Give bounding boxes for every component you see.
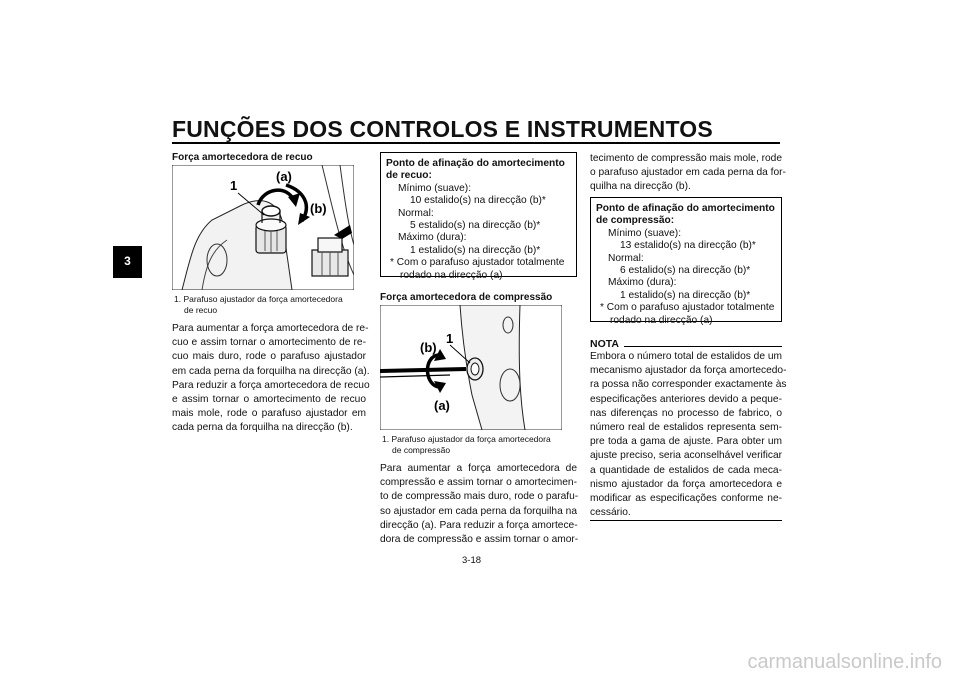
note-line: nas diferenças no processo de fabrico, o [590, 407, 782, 419]
compression-paragraph-line: to de compressão mais duro, rode o parafu- [380, 491, 579, 503]
compression-paragraph-line: tecimento de compressão mais mole, rode [590, 153, 782, 164]
note-line: modificar as especificações conforme ne- [590, 493, 782, 505]
note-line: cessário. [590, 507, 631, 519]
compression-paragraph-line: compressão e assim tornar o amortecimen- [380, 477, 577, 489]
compression-min-value: 13 estalido(s) na direcção (b)* [620, 240, 756, 252]
page-title: FUNÇÕES DOS CONTROLOS E INSTRUMENTOS [172, 116, 713, 142]
rebound-normal-value: 5 estalido(s) na direcção (b)* [410, 220, 541, 232]
rebound-paragraph-line: mais mole, rode o parafuso ajustador em [172, 408, 366, 420]
compression-paragraph-line: quilha na direcção (b). [590, 181, 691, 193]
compression-caption [382, 434, 577, 456]
compression-paragraph-line: Para aumentar a força amortecedora de [380, 463, 577, 474]
note-line: ra possa não corresponder exactamente às [590, 379, 787, 391]
rebound-settings-heading: Ponto de afinação do amortecimento [386, 158, 565, 169]
compression-normal-label: Normal: [608, 252, 644, 264]
rebound-heading: Força amortecedora de recuo [172, 152, 313, 163]
compression-fig-label-a: (a) [434, 398, 450, 413]
chapter-tab [113, 246, 142, 278]
rebound-fig-label-1: 1 [230, 178, 238, 193]
note-title: NOTA [590, 338, 619, 350]
compression-caption-line: 1. Parafuso ajustador da força amortecedora [382, 434, 551, 444]
rebound-normal-label: Normal: [398, 207, 434, 219]
rebound-caption [174, 294, 364, 316]
rebound-paragraph [172, 322, 370, 436]
compression-adjuster-figure [380, 305, 562, 430]
compression-settings-heading: Ponto de afinação do amortecimento [596, 203, 775, 214]
compression-footnote: * Com o parafuso ajustador totalmente [600, 302, 775, 314]
title-rule [172, 142, 780, 144]
chapter-number: 3 [124, 254, 131, 268]
compression-settings-box [590, 197, 782, 326]
rebound-max-value: 1 estalido(s) na direcção (b)* [410, 244, 541, 256]
compression-paragraph-line: direcção (a). Para reduzir a força amortece- [380, 519, 578, 531]
note-paragraph [590, 350, 787, 520]
rebound-fig-label-b: (b) [310, 201, 327, 216]
note-line: Embora o número total de estalidos de um [590, 351, 782, 362]
compression-paragraph-continued [590, 152, 786, 195]
rebound-min-value: 10 estalido(s) na direcção (b)* [410, 195, 546, 207]
compression-paragraph [380, 462, 577, 547]
note-line: nismo ajustador da força amortecedora e [590, 478, 782, 490]
compression-fig-label-1: 1 [446, 331, 454, 346]
rebound-paragraph-line: cuo mais duro, rode o parafuso ajustador [172, 351, 366, 363]
rebound-footnote: * Com o parafuso ajustador totalmente [390, 257, 565, 269]
rebound-fig-label-a: (a) [276, 169, 292, 184]
note-line: ajuste preciso, seria aconselhável verificar [590, 450, 782, 462]
watermark: carmanualsonline.info [747, 651, 942, 673]
note-line: número real de estalidos representa sem- [590, 422, 782, 434]
note-bottom-rule [590, 520, 782, 521]
compression-min-label: Mínimo (suave): [608, 227, 682, 239]
rebound-caption-line: de recuo [184, 305, 218, 315]
rebound-footnote: rodado na direcção (a) [400, 269, 503, 281]
rebound-paragraph-line: e assim tornar o amortecimento de recuo [172, 394, 366, 406]
note-top-rule [624, 346, 782, 347]
note-line: mecanismo ajustador da força amortecedo- [590, 365, 787, 377]
note-line: pre toda a gama de ajuste. Para obter um [590, 436, 782, 448]
compression-caption-line: de compressão [392, 445, 451, 455]
compression-max-value: 1 estalido(s) na direcção (b)* [620, 289, 751, 301]
page-number: 3-18 [462, 555, 482, 566]
compression-settings-heading: de compressão: [596, 215, 675, 227]
note-line: a quantidade de estalidos de cada meca- [590, 464, 782, 476]
rebound-caption-line: 1. Parafuso ajustador da força amortecedora [174, 294, 343, 304]
rebound-paragraph-line: cuo e assim tornar o amortecimento de re- [172, 337, 366, 349]
rebound-paragraph-line: Para reduzir a força amortecedora de recuo [172, 379, 370, 391]
note-line: especificações anteriores devido a peque- [590, 393, 782, 405]
rebound-settings-box [380, 152, 577, 281]
compression-heading: Força amortecedora de compressão [380, 292, 553, 303]
compression-paragraph-line: o parafuso ajustador em cada perna da for- [590, 167, 786, 179]
rebound-adjuster-figure [172, 165, 354, 290]
rebound-paragraph-line: cada perna da forquilha na direcção (b). [172, 422, 353, 434]
rebound-settings-heading: de recuo: [386, 170, 432, 182]
compression-normal-value: 6 estalido(s) na direcção (b)* [620, 265, 751, 277]
rebound-min-label: Mínimo (suave): [398, 182, 472, 194]
compression-paragraph-line: so ajustador em cada perna da forquilha na [380, 505, 577, 517]
rebound-max-label: Máximo (dura): [398, 232, 467, 244]
rebound-paragraph-line: Para aumentar a força amortecedora de re- [172, 323, 369, 334]
compression-fig-label-b: (b) [420, 340, 437, 355]
compression-paragraph-line: dora de compressão e assim tornar o amor- [380, 534, 579, 546]
rebound-paragraph-line: em cada perna da forquilha na direcção (a). [172, 365, 370, 377]
compression-footnote: rodado na direcção (a) [610, 314, 713, 326]
compression-max-label: Máximo (dura): [608, 277, 677, 289]
